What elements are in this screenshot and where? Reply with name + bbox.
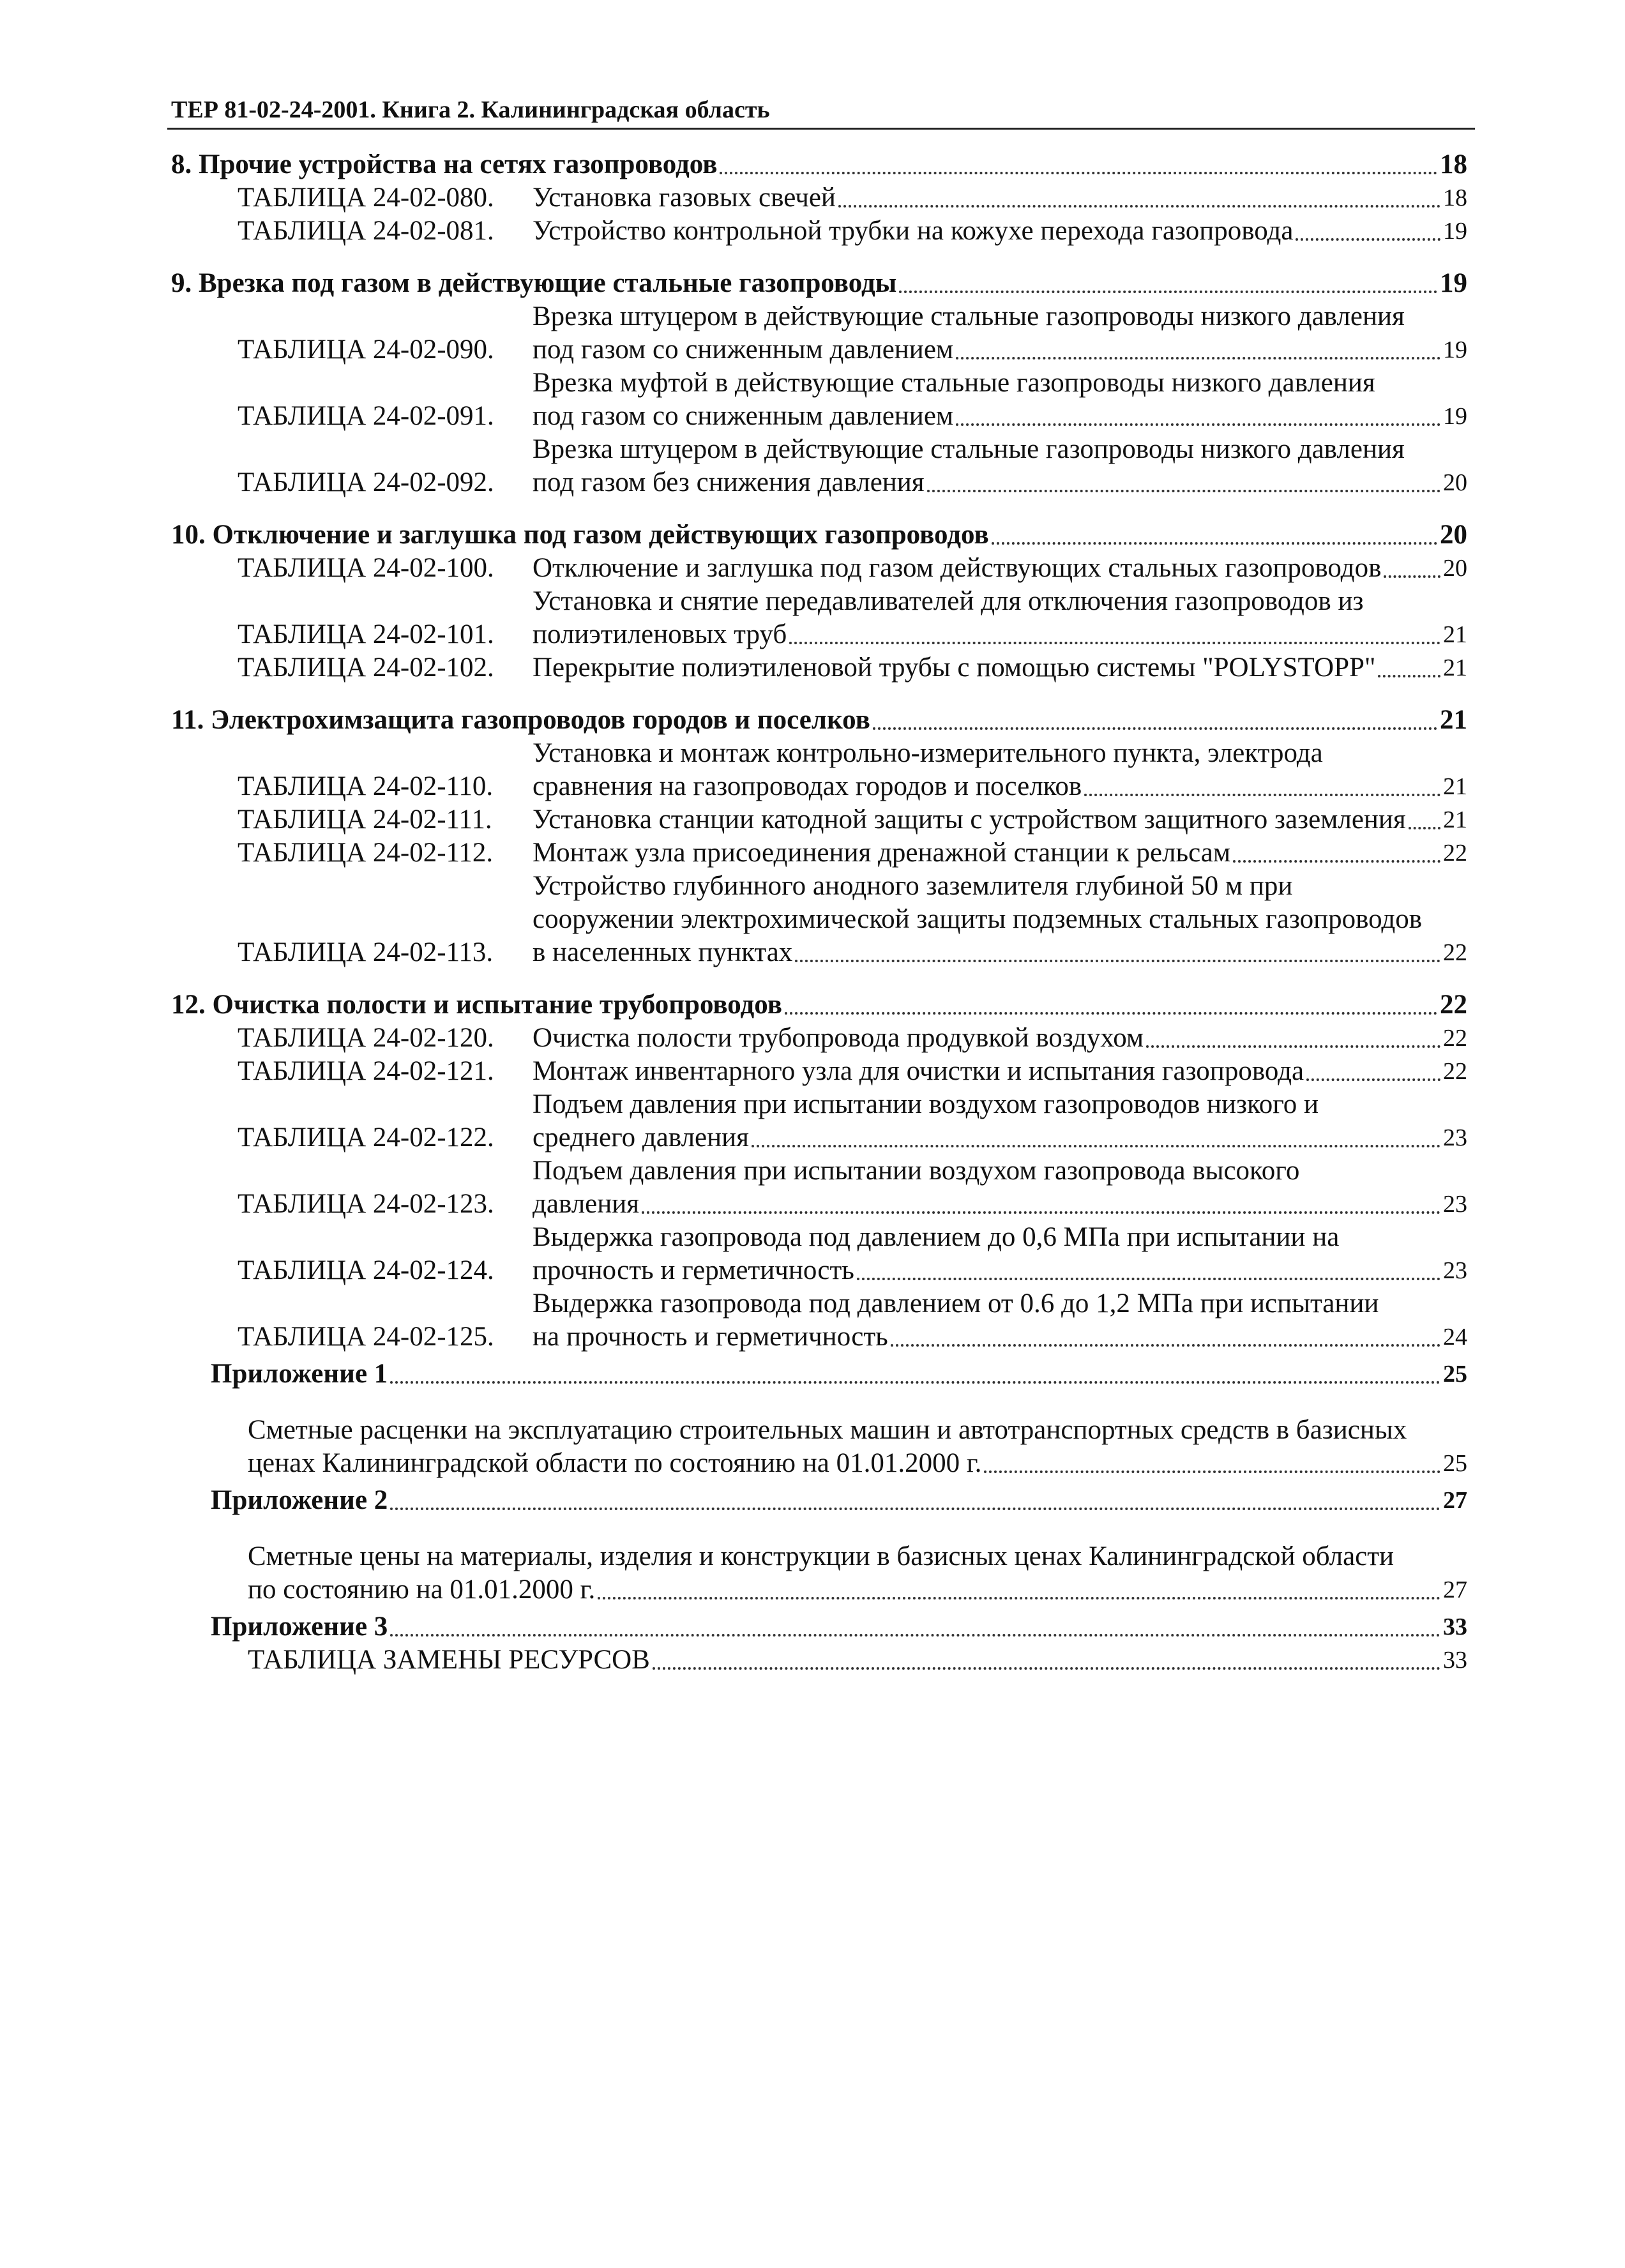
- table-title-block: [533, 215, 1467, 248]
- page-number: 22: [1443, 840, 1467, 866]
- section-heading[interactable]: [171, 267, 1467, 300]
- table-code: ТАБЛИЦА 24-02-123.: [238, 1189, 494, 1219]
- table-title-block: [533, 367, 1467, 433]
- toc-table-entry[interactable]: [171, 1055, 1467, 1088]
- dot-leader: [1306, 1078, 1440, 1081]
- appendix-description-line: Сметные цены на материалы, изделия и конструкции в базисных ценах Калининградской области: [248, 1541, 1394, 1571]
- table-title-block: [533, 1221, 1467, 1287]
- toc-section: [171, 148, 1467, 248]
- table-title-last-line: [533, 803, 1467, 836]
- table-title-line: Очистка полости трубопровода продувкой воздухом: [533, 1023, 1144, 1053]
- appendix-item[interactable]: [171, 1644, 1467, 1677]
- table-title-last-line: [533, 1254, 1467, 1287]
- table-title-block: [533, 803, 1467, 836]
- appendix-heading[interactable]: [171, 1484, 1467, 1517]
- section-title: 9. Врезка под газом в действующие стальные газопроводы: [171, 268, 897, 298]
- table-title-block: [533, 552, 1467, 585]
- toc-table-entry[interactable]: [171, 552, 1467, 585]
- toc-table-entry[interactable]: [171, 870, 1467, 969]
- table-title-block: [533, 651, 1467, 684]
- table-of-contents: [171, 148, 1467, 1677]
- dot-leader: [1233, 860, 1440, 863]
- table-code: ТАБЛИЦА 24-02-101.: [238, 619, 494, 649]
- page-number: 27: [1443, 1487, 1467, 1514]
- dot-leader: [1409, 827, 1440, 829]
- table-title-line: Врезка муфтой в действующие стальные газопроводы низкого давления: [533, 368, 1375, 398]
- page-number: 18: [1440, 149, 1467, 179]
- appendix-description-line: ценах Калининградской области по состоянию на 01.01.2000 г.: [248, 1448, 982, 1478]
- table-title-line: под газом без снижения давления: [533, 467, 925, 497]
- table-code: ТАБЛИЦА 24-02-081.: [238, 216, 494, 246]
- table-title-last-line: [533, 333, 1467, 367]
- table-title-last-line: [533, 400, 1467, 433]
- table-code: ТАБЛИЦА 24-02-125.: [238, 1322, 494, 1352]
- table-code: ТАБЛИЦА 24-02-090.: [238, 335, 494, 365]
- table-code: ТАБЛИЦА 24-02-112.: [238, 838, 494, 868]
- table-title-block: [533, 433, 1467, 499]
- toc-table-entry[interactable]: [171, 1221, 1467, 1287]
- table-code: ТАБЛИЦА 24-02-121.: [238, 1056, 494, 1086]
- page-number: 20: [1443, 555, 1467, 582]
- appendix-title: Приложение 2: [211, 1485, 388, 1515]
- toc-table-entry[interactable]: [171, 1022, 1467, 1055]
- page-number: 19: [1440, 268, 1467, 298]
- table-title-line: сооружении электрохимической защиты подземных стальных газопроводов: [533, 904, 1423, 934]
- dot-leader: [390, 1508, 1440, 1510]
- dot-leader: [1084, 794, 1440, 796]
- table-title-last-line: [533, 1121, 1467, 1154]
- table-code: ТАБЛИЦА 24-02-110.: [238, 771, 494, 801]
- page-number: 23: [1443, 1124, 1467, 1151]
- toc-table-entry[interactable]: [171, 367, 1467, 433]
- appendix-description-last-line: [248, 1573, 1467, 1606]
- page-number: 22: [1443, 939, 1467, 966]
- section-title: 12. Очистка полости и испытание трубопроводов: [171, 990, 782, 1020]
- toc-table-entry[interactable]: [171, 836, 1467, 870]
- table-title-line: Врезка штуцером в действующие стальные газопроводы низкого давления: [533, 301, 1405, 331]
- appendix-description[interactable]: [171, 1414, 1467, 1480]
- page-number: 23: [1443, 1257, 1467, 1284]
- section-heading[interactable]: [171, 988, 1467, 1022]
- table-title-last-line: [533, 215, 1467, 248]
- dot-leader: [653, 1667, 1440, 1670]
- toc-section: [171, 267, 1467, 499]
- table-title-block: [533, 1055, 1467, 1088]
- table-title-block: [533, 836, 1467, 870]
- page-number: 20: [1440, 520, 1467, 550]
- table-title-last-line: [533, 836, 1467, 870]
- page-number: 24: [1443, 1324, 1467, 1350]
- table-title-last-line: [533, 181, 1467, 215]
- table-title-block: [533, 1022, 1467, 1055]
- table-title-line: Подъем давления при испытании воздухом газопровода высокого: [533, 1156, 1300, 1186]
- table-title-line: Установка и снятие передавливателей для отключения газопроводов из: [533, 586, 1364, 616]
- dot-leader: [1384, 575, 1440, 578]
- dot-leader: [789, 642, 1440, 644]
- table-title-line: Перекрытие полиэтиленовой трубы с помощью системы "POLYSTOPP": [533, 653, 1376, 683]
- table-code: ТАБЛИЦА 24-02-091.: [238, 401, 494, 431]
- table-title-line: Подъем давления при испытании воздухом газопроводов низкого и: [533, 1089, 1319, 1119]
- page-number: 21: [1443, 773, 1467, 800]
- section-title: 8. Прочие устройства на сетях газопроводов: [171, 149, 718, 179]
- table-title-last-line: [533, 1022, 1467, 1055]
- page-number: 21: [1440, 705, 1467, 735]
- table-title-line: на прочность и герметичность: [533, 1322, 888, 1352]
- page-number: 21: [1443, 654, 1467, 681]
- table-title-line: Устройство контрольной трубки на кожухе перехода газопровода: [533, 216, 1294, 246]
- header-rule: [167, 128, 1475, 130]
- dot-leader: [642, 1211, 1440, 1214]
- dot-leader: [752, 1145, 1440, 1147]
- table-code: ТАБЛИЦА 24-02-111.: [238, 805, 492, 835]
- page-number: 22: [1440, 990, 1467, 1020]
- section-title: 11. Электрохимзащита газопроводов городов и поселков: [171, 705, 870, 735]
- table-code: ТАБЛИЦА 24-02-113.: [238, 937, 494, 967]
- toc-table-entry[interactable]: [171, 737, 1467, 803]
- table-title-line: Выдержка газопровода под давлением до 0,6 МПа при испытании на: [533, 1222, 1340, 1252]
- appendix-item-title: ТАБЛИЦА ЗАМЕНЫ РЕСУРСОВ: [248, 1645, 650, 1675]
- toc-table-entry[interactable]: [171, 1154, 1467, 1221]
- table-code: ТАБЛИЦА 24-02-100.: [238, 553, 494, 583]
- table-title-block: [533, 300, 1467, 367]
- toc-table-entry[interactable]: [171, 803, 1467, 836]
- table-code: ТАБЛИЦА 24-02-124.: [238, 1255, 494, 1285]
- table-title-last-line: [533, 618, 1467, 651]
- table-title-line: сравнения на газопроводах городов и поселков: [533, 771, 1082, 801]
- toc-table-entry[interactable]: [171, 1287, 1467, 1354]
- table-title-block: [533, 1088, 1467, 1154]
- table-title-line: Установка и монтаж контрольно-измерительного пункта, электрода: [533, 738, 1323, 768]
- toc-table-entry[interactable]: [171, 433, 1467, 499]
- table-title-line: под газом со сниженным давлением: [533, 335, 954, 365]
- dot-leader: [1296, 238, 1440, 241]
- dot-leader: [891, 1344, 1440, 1347]
- table-title-last-line: [533, 1188, 1467, 1221]
- toc-table-entry[interactable]: [171, 300, 1467, 367]
- table-title-last-line: [533, 770, 1467, 803]
- toc-section: [171, 518, 1467, 684]
- table-title-line: давления: [533, 1189, 640, 1219]
- table-title-block: [533, 870, 1467, 969]
- appendix-title: Приложение 1: [211, 1359, 388, 1389]
- appendix-description-line: по состоянию на 01.01.2000 г.: [248, 1575, 596, 1605]
- table-title-line: среднего давления: [533, 1123, 749, 1153]
- table-title-last-line: [533, 1055, 1467, 1088]
- page-number: 33: [1443, 1614, 1467, 1640]
- dot-leader: [1146, 1045, 1440, 1048]
- table-title-line: прочность и герметичность: [533, 1255, 854, 1285]
- table-title-block: [533, 585, 1467, 651]
- page-number: 25: [1443, 1450, 1467, 1477]
- appendix-title: Приложение 3: [211, 1612, 388, 1642]
- table-title-line: Установка станции катодной защиты с устройством защитного заземления: [533, 805, 1406, 835]
- section-heading[interactable]: [171, 148, 1467, 181]
- appendix-heading[interactable]: [171, 1357, 1467, 1391]
- toc-section: [171, 704, 1467, 969]
- dot-leader: [899, 291, 1437, 293]
- dot-leader: [390, 1634, 1440, 1637]
- section-heading[interactable]: [171, 704, 1467, 737]
- table-title-last-line: [533, 1320, 1467, 1354]
- toc-table-entry[interactable]: [171, 181, 1467, 215]
- appendix-description[interactable]: [171, 1540, 1467, 1606]
- page-number: 23: [1443, 1191, 1467, 1218]
- dot-leader: [720, 172, 1437, 174]
- table-title-line: Монтаж инвентарного узла для очистки и испытания газопровода: [533, 1056, 1304, 1086]
- table-code: ТАБЛИЦА 24-02-122.: [238, 1123, 494, 1153]
- page-number: 20: [1443, 469, 1467, 496]
- dot-leader: [1378, 675, 1440, 677]
- section-title: 10. Отключение и заглушка под газом действующих газопроводов: [171, 520, 989, 550]
- toc-table-entry[interactable]: [171, 585, 1467, 651]
- toc-table-entry[interactable]: [171, 215, 1467, 248]
- page-number: 21: [1443, 806, 1467, 833]
- dot-leader: [390, 1381, 1440, 1384]
- table-title-line: Устройство глубинного анодного заземлителя глубиной 50 м при: [533, 871, 1293, 901]
- appendix-description-last-line: [248, 1447, 1467, 1480]
- dot-leader: [795, 960, 1440, 962]
- page-number: 27: [1443, 1576, 1467, 1603]
- page-number: 19: [1443, 403, 1467, 430]
- table-title-last-line: [533, 466, 1467, 499]
- dot-leader: [857, 1278, 1440, 1280]
- appendix-description-line: Сметные расценки на эксплуатацию строительных машин и автотранспортных средств в базисных: [248, 1415, 1407, 1445]
- table-title-line: Врезка штуцером в действующие стальные газопроводы низкого давления: [533, 434, 1405, 464]
- dot-leader: [927, 490, 1440, 492]
- table-title-block: [533, 1287, 1467, 1354]
- table-code: ТАБЛИЦА 24-02-120.: [238, 1023, 494, 1053]
- dot-leader: [598, 1597, 1440, 1599]
- table-title-line: Отключение и заглушка под газом действующих стальных газопроводов: [533, 553, 1382, 583]
- table-title-last-line: [533, 552, 1467, 585]
- page-number: 22: [1443, 1025, 1467, 1052]
- dot-leader: [873, 727, 1437, 730]
- dot-leader: [984, 1470, 1440, 1473]
- table-title-line: Монтаж узла присоединения дренажной станции к рельсам: [533, 838, 1231, 868]
- table-title-last-line: [533, 936, 1467, 969]
- table-title-line: полиэтиленовых труб: [533, 619, 787, 649]
- toc-section: [171, 988, 1467, 1354]
- page-number: 22: [1443, 1058, 1467, 1085]
- table-title-line: под газом со сниженным давлением: [533, 401, 954, 431]
- table-title-block: [533, 181, 1467, 215]
- toc-table-entry[interactable]: [171, 651, 1467, 684]
- dot-leader: [956, 423, 1440, 426]
- dot-leader: [992, 542, 1437, 545]
- appendix-heading[interactable]: [171, 1610, 1467, 1644]
- table-code: ТАБЛИЦА 24-02-092.: [238, 467, 494, 497]
- dot-leader: [956, 357, 1440, 359]
- dot-leader: [838, 205, 1440, 208]
- table-code: ТАБЛИЦА 24-02-080.: [238, 183, 494, 213]
- page-number: 21: [1443, 621, 1467, 648]
- table-title-line: Установка газовых свечей: [533, 183, 836, 213]
- table-code: ТАБЛИЦА 24-02-102.: [238, 653, 494, 683]
- page-number: 33: [1443, 1647, 1467, 1674]
- page-number: 25: [1443, 1361, 1467, 1387]
- table-title-line: Выдержка газопровода под давлением от 0.6 до 1,2 МПа при испытании: [533, 1289, 1379, 1319]
- toc-table-entry[interactable]: [171, 1088, 1467, 1154]
- dot-leader: [785, 1012, 1437, 1015]
- table-title-block: [533, 1154, 1467, 1221]
- page-number: 18: [1443, 185, 1467, 211]
- table-title-block: [533, 737, 1467, 803]
- table-title-last-line: [533, 651, 1467, 684]
- table-title-line: в населенных пунктах: [533, 937, 793, 967]
- page-number: 19: [1443, 336, 1467, 363]
- page-number: 19: [1443, 218, 1467, 245]
- section-heading[interactable]: [171, 518, 1467, 552]
- running-header: ТЕР 81-02-24-2001. Книга 2. Калининградская область: [171, 96, 770, 123]
